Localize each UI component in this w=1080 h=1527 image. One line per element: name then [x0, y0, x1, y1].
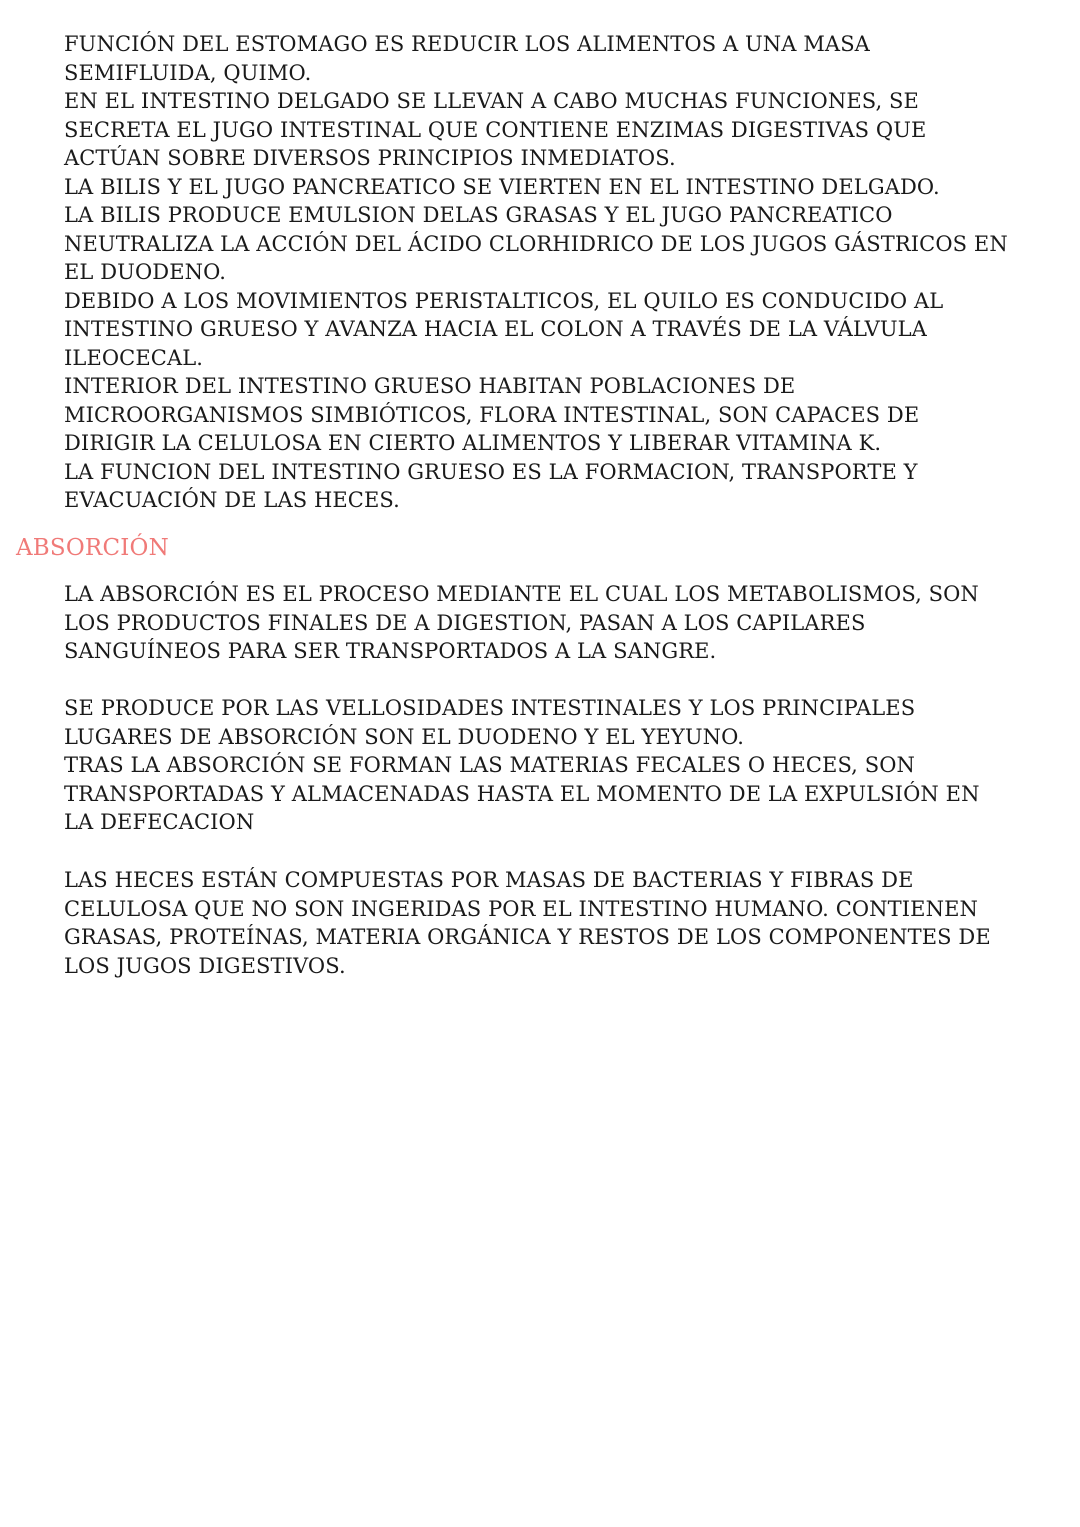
text-line: SECRETA EL JUGO INTESTINAL QUE CONTIENE ENZIMAS DIGESTIVAS QUE: [64, 117, 927, 142]
absorcion-paragraph-1: [64, 580, 1064, 666]
text-line: ILEOCECAL.: [64, 345, 204, 370]
text-line: EL DUODENO.: [64, 260, 227, 284]
text-line: LA BILIS PRODUCE EMULSION DELAS GRASAS Y EL JUGO PANCREATICO: [64, 203, 893, 227]
text-line: GRASAS, PROTEÍNAS, MATERIA ORGÁNICA Y RESTOS DE LOS COMPONENTES DE: [64, 925, 991, 949]
text-line: LOS JUGOS DIGESTIVOS.: [64, 953, 346, 978]
text-line: LAS HECES ESTÁN COMPUESTAS POR MASAS DE BACTERIAS Y FIBRAS DE: [64, 868, 914, 892]
text-line: MICROORGANISMOS SIMBIÓTICOS, FLORA INTESTINAL, SON CAPACES DE: [64, 402, 920, 427]
text-line: LA ABSORCIÓN ES EL PROCESO MEDIANTE EL CUAL LOS METABOLISMOS, SON: [64, 582, 979, 606]
text-line: LOS PRODUCTOS FINALES DE A DIGESTION, PASAN A LOS CAPILARES: [64, 610, 866, 635]
text-line: LA BILIS Y EL JUGO PANCREATICO SE VIERTEN EN EL INTESTINO DELGADO.: [64, 174, 940, 199]
section-heading-absorcion: ABSORCIÓN: [16, 535, 169, 561]
text-line: CELULOSA QUE NO SON INGERIDAS POR EL INTESTINO HUMANO. CONTIENEN: [64, 896, 978, 921]
text-line: SE PRODUCE POR LAS VELLOSIDADES INTESTINALES Y LOS PRINCIPALES: [64, 696, 916, 720]
absorcion-paragraph-3: [64, 866, 1064, 980]
text-line: EN EL INTESTINO DELGADO SE LLEVAN A CABO MUCHAS FUNCIONES, SE: [64, 89, 919, 113]
text-line: NEUTRALIZA LA ACCIÓN DEL ÁCIDO CLORHIDRICO DE LOS JUGOS GÁSTRICOS EN: [64, 231, 1008, 256]
text-line: INTERIOR DEL INTESTINO GRUESO HABITAN POBLACIONES DE: [64, 374, 796, 398]
text-line: LA FUNCION DEL INTESTINO GRUESO ES LA FORMACION, TRANSPORTE Y: [64, 459, 918, 484]
absorcion-paragraph-2: [64, 694, 1064, 837]
text-line: ACTÚAN SOBRE DIVERSOS PRINCIPIOS INMEDIATOS.: [64, 146, 676, 170]
text-line: TRANSPORTADAS Y ALMACENADAS HASTA EL MOMENTO DE LA EXPULSIÓN EN: [64, 781, 980, 806]
text-line: FUNCIÓN DEL ESTOMAGO ES REDUCIR LOS ALIMENTOS A UNA MASA: [64, 32, 870, 56]
text-line: TRAS LA ABSORCIÓN SE FORMAN LAS MATERIAS FECALES O HECES, SON: [64, 753, 916, 777]
text-line: INTESTINO GRUESO Y AVANZA HACIA EL COLON A TRAVÉS DE LA VÁLVULA: [64, 317, 927, 341]
intro-text-block: [64, 30, 1064, 515]
text-line: SEMIFLUIDA, QUIMO.: [64, 60, 312, 85]
text-line: EVACUACIÓN DE LAS HECES.: [64, 488, 400, 512]
text-line: SANGUÍNEOS PARA SER TRANSPORTADOS A LA SANGRE.: [64, 639, 717, 663]
text-line: DEBIDO A LOS MOVIMIENTOS PERISTALTICOS, EL QUILO ES CONDUCIDO AL: [64, 288, 944, 313]
text-line: LA DEFECACION: [64, 810, 255, 834]
text-line: DIRIGIR LA CELULOSA EN CIERTO ALIMENTOS Y LIBERAR VITAMINA K.: [64, 431, 882, 455]
text-line: LUGARES DE ABSORCIÓN SON EL DUODENO Y EL YEYUNO.: [64, 724, 744, 749]
